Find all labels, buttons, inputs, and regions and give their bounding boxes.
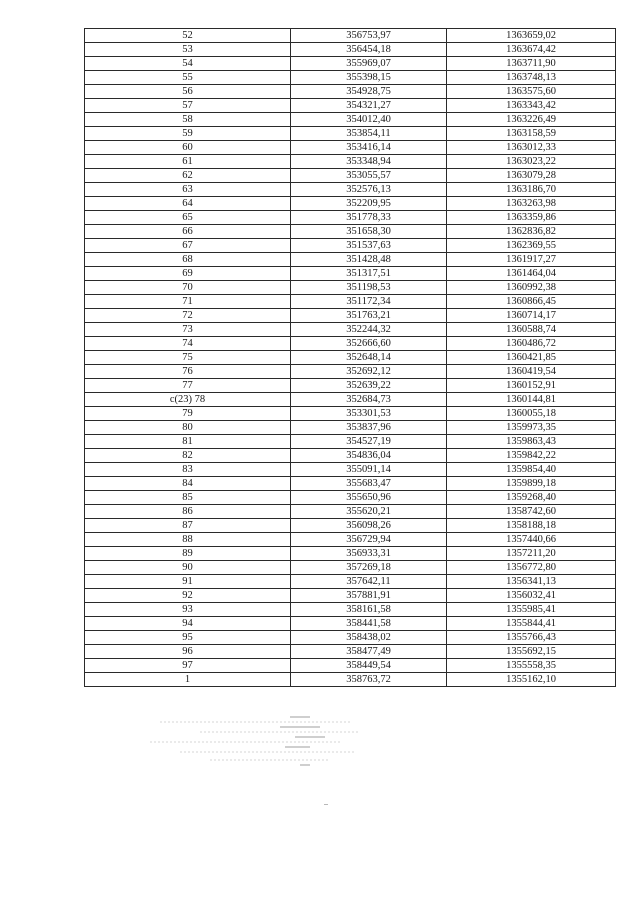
- point-number-cell: 65: [85, 211, 291, 225]
- table-row: [85, 57, 616, 71]
- y-coordinate-cell: 1363012,33: [447, 141, 616, 155]
- x-coordinate-cell: 353055,57: [291, 169, 447, 183]
- point-number-cell: 54: [85, 57, 291, 71]
- y-coordinate-cell: 1355766,43: [447, 631, 616, 645]
- y-coordinate-cell: 1360714,17: [447, 309, 616, 323]
- coordinates-table: [84, 28, 616, 687]
- point-number-cell: 61: [85, 155, 291, 169]
- table-row: [85, 183, 616, 197]
- table-row: [85, 617, 616, 631]
- y-coordinate-cell: 1363359,86: [447, 211, 616, 225]
- x-coordinate-cell: 352666,60: [291, 337, 447, 351]
- point-number-cell: 75: [85, 351, 291, 365]
- x-coordinate-cell: 354928,75: [291, 85, 447, 99]
- x-coordinate-cell: 352209,95: [291, 197, 447, 211]
- point-number-cell: 60: [85, 141, 291, 155]
- x-coordinate-cell: 353416,14: [291, 141, 447, 155]
- y-coordinate-cell: 1360152,91: [447, 379, 616, 393]
- point-number-cell: 95: [85, 631, 291, 645]
- y-coordinate-cell: 1361917,27: [447, 253, 616, 267]
- x-coordinate-cell: 356454,18: [291, 43, 447, 57]
- point-number-cell: 81: [85, 435, 291, 449]
- x-coordinate-cell: 352576,13: [291, 183, 447, 197]
- x-coordinate-cell: 355620,21: [291, 505, 447, 519]
- x-coordinate-cell: 358763,72: [291, 673, 447, 687]
- y-coordinate-cell: 1356341,13: [447, 575, 616, 589]
- x-coordinate-cell: 351317,51: [291, 267, 447, 281]
- point-number-cell: 89: [85, 547, 291, 561]
- y-coordinate-cell: 1363711,90: [447, 57, 616, 71]
- y-coordinate-cell: 1363674,42: [447, 43, 616, 57]
- point-number-cell: 73: [85, 323, 291, 337]
- y-coordinate-cell: 1360486,72: [447, 337, 616, 351]
- x-coordinate-cell: 351658,30: [291, 225, 447, 239]
- point-number-cell: 80: [85, 421, 291, 435]
- point-number-cell: 94: [85, 617, 291, 631]
- y-coordinate-cell: 1361464,04: [447, 267, 616, 281]
- x-coordinate-cell: 353837,96: [291, 421, 447, 435]
- point-number-cell: 82: [85, 449, 291, 463]
- point-number-cell: 64: [85, 197, 291, 211]
- table-row: [85, 603, 616, 617]
- x-coordinate-cell: 354321,27: [291, 99, 447, 113]
- table-row: [85, 85, 616, 99]
- table-row: [85, 225, 616, 239]
- y-coordinate-cell: 1358188,18: [447, 519, 616, 533]
- point-number-cell: 96: [85, 645, 291, 659]
- point-number-cell: c(23) 78: [85, 393, 291, 407]
- y-coordinate-cell: 1360421,85: [447, 351, 616, 365]
- table-row: [85, 281, 616, 295]
- y-coordinate-cell: 1363343,42: [447, 99, 616, 113]
- table-row: [85, 169, 616, 183]
- x-coordinate-cell: 356098,26: [291, 519, 447, 533]
- point-number-cell: 97: [85, 659, 291, 673]
- x-coordinate-cell: 351198,53: [291, 281, 447, 295]
- table-row: [85, 673, 616, 687]
- table-row: [85, 253, 616, 267]
- y-coordinate-cell: 1362836,82: [447, 225, 616, 239]
- y-coordinate-cell: 1363079,28: [447, 169, 616, 183]
- table-row: [85, 99, 616, 113]
- table-row: [85, 113, 616, 127]
- table-row: [85, 43, 616, 57]
- y-coordinate-cell: 1359268,40: [447, 491, 616, 505]
- table-row: [85, 491, 616, 505]
- y-coordinate-cell: 1359842,22: [447, 449, 616, 463]
- point-number-cell: 83: [85, 463, 291, 477]
- point-number-cell: 67: [85, 239, 291, 253]
- x-coordinate-cell: 352692,12: [291, 365, 447, 379]
- table-row: [85, 505, 616, 519]
- y-coordinate-cell: 1363659,02: [447, 29, 616, 43]
- table-row: [85, 365, 616, 379]
- y-coordinate-cell: 1360055,18: [447, 407, 616, 421]
- table-row: [85, 463, 616, 477]
- coordinates-table-body: [85, 29, 616, 687]
- point-number-cell: 74: [85, 337, 291, 351]
- y-coordinate-cell: 1362369,55: [447, 239, 616, 253]
- table-row: [85, 351, 616, 365]
- table-row: [85, 127, 616, 141]
- y-coordinate-cell: 1360588,74: [447, 323, 616, 337]
- table-row: [85, 659, 616, 673]
- y-coordinate-cell: 1357211,20: [447, 547, 616, 561]
- table-row: [85, 589, 616, 603]
- x-coordinate-cell: 353854,11: [291, 127, 447, 141]
- y-coordinate-cell: 1363186,70: [447, 183, 616, 197]
- table-row: [85, 533, 616, 547]
- x-coordinate-cell: 351763,21: [291, 309, 447, 323]
- y-coordinate-cell: 1359973,35: [447, 421, 616, 435]
- x-coordinate-cell: 351428,48: [291, 253, 447, 267]
- x-coordinate-cell: 357269,18: [291, 561, 447, 575]
- table-row: [85, 561, 616, 575]
- x-coordinate-cell: 351537,63: [291, 239, 447, 253]
- y-coordinate-cell: 1359854,40: [447, 463, 616, 477]
- y-coordinate-cell: 1363263,98: [447, 197, 616, 211]
- table-row: [85, 239, 616, 253]
- y-coordinate-cell: 1363023,22: [447, 155, 616, 169]
- y-coordinate-cell: 1360419,54: [447, 365, 616, 379]
- point-number-cell: 84: [85, 477, 291, 491]
- point-number-cell: 79: [85, 407, 291, 421]
- point-number-cell: 70: [85, 281, 291, 295]
- point-number-cell: 53: [85, 43, 291, 57]
- table-row: [85, 155, 616, 169]
- faded-stamp-mark: [140, 712, 380, 772]
- x-coordinate-cell: 356753,97: [291, 29, 447, 43]
- point-number-cell: 68: [85, 253, 291, 267]
- stray-mark: [324, 804, 328, 805]
- y-coordinate-cell: 1355844,41: [447, 617, 616, 631]
- table-row: [85, 71, 616, 85]
- y-coordinate-cell: 1358742,60: [447, 505, 616, 519]
- table-row: [85, 519, 616, 533]
- x-coordinate-cell: 356729,94: [291, 533, 447, 547]
- point-number-cell: 87: [85, 519, 291, 533]
- x-coordinate-cell: 358438,02: [291, 631, 447, 645]
- x-coordinate-cell: 358161,58: [291, 603, 447, 617]
- point-number-cell: 77: [85, 379, 291, 393]
- point-number-cell: 91: [85, 575, 291, 589]
- point-number-cell: 52: [85, 29, 291, 43]
- x-coordinate-cell: 352684,73: [291, 393, 447, 407]
- point-number-cell: 1: [85, 673, 291, 687]
- table-row: [85, 267, 616, 281]
- point-number-cell: 66: [85, 225, 291, 239]
- y-coordinate-cell: 1355985,41: [447, 603, 616, 617]
- x-coordinate-cell: 353348,94: [291, 155, 447, 169]
- table-row: [85, 197, 616, 211]
- point-number-cell: 63: [85, 183, 291, 197]
- y-coordinate-cell: 1359899,18: [447, 477, 616, 491]
- point-number-cell: 86: [85, 505, 291, 519]
- x-coordinate-cell: 353301,53: [291, 407, 447, 421]
- table-row: [85, 379, 616, 393]
- x-coordinate-cell: 354527,19: [291, 435, 447, 449]
- y-coordinate-cell: 1356772,80: [447, 561, 616, 575]
- point-number-cell: 72: [85, 309, 291, 323]
- table-row: [85, 547, 616, 561]
- table-row: [85, 407, 616, 421]
- x-coordinate-cell: 355650,96: [291, 491, 447, 505]
- x-coordinate-cell: 355683,47: [291, 477, 447, 491]
- x-coordinate-cell: 358441,58: [291, 617, 447, 631]
- point-number-cell: 55: [85, 71, 291, 85]
- table-row: [85, 449, 616, 463]
- x-coordinate-cell: 357881,91: [291, 589, 447, 603]
- point-number-cell: 56: [85, 85, 291, 99]
- y-coordinate-cell: 1355558,35: [447, 659, 616, 673]
- point-number-cell: 90: [85, 561, 291, 575]
- y-coordinate-cell: 1357440,66: [447, 533, 616, 547]
- x-coordinate-cell: 354012,40: [291, 113, 447, 127]
- point-number-cell: 85: [85, 491, 291, 505]
- x-coordinate-cell: 357642,11: [291, 575, 447, 589]
- y-coordinate-cell: 1360992,38: [447, 281, 616, 295]
- table-row: [85, 337, 616, 351]
- table-row: [85, 295, 616, 309]
- table-row: [85, 477, 616, 491]
- x-coordinate-cell: 352648,14: [291, 351, 447, 365]
- table-row: [85, 645, 616, 659]
- x-coordinate-cell: 354836,04: [291, 449, 447, 463]
- point-number-cell: 69: [85, 267, 291, 281]
- x-coordinate-cell: 352639,22: [291, 379, 447, 393]
- point-number-cell: 92: [85, 589, 291, 603]
- y-coordinate-cell: 1363575,60: [447, 85, 616, 99]
- y-coordinate-cell: 1355692,15: [447, 645, 616, 659]
- point-number-cell: 57: [85, 99, 291, 113]
- point-number-cell: 58: [85, 113, 291, 127]
- table-row: [85, 575, 616, 589]
- table-row: [85, 421, 616, 435]
- x-coordinate-cell: 355969,07: [291, 57, 447, 71]
- table-row: [85, 211, 616, 225]
- y-coordinate-cell: 1359863,43: [447, 435, 616, 449]
- point-number-cell: 59: [85, 127, 291, 141]
- table-row: [85, 141, 616, 155]
- x-coordinate-cell: 352244,32: [291, 323, 447, 337]
- y-coordinate-cell: 1355162,10: [447, 673, 616, 687]
- point-number-cell: 93: [85, 603, 291, 617]
- x-coordinate-cell: 355398,15: [291, 71, 447, 85]
- table-row: [85, 309, 616, 323]
- point-number-cell: 88: [85, 533, 291, 547]
- y-coordinate-cell: 1363158,59: [447, 127, 616, 141]
- point-number-cell: 62: [85, 169, 291, 183]
- table-row: [85, 393, 616, 407]
- x-coordinate-cell: 358449,54: [291, 659, 447, 673]
- x-coordinate-cell: 351778,33: [291, 211, 447, 225]
- y-coordinate-cell: 1356032,41: [447, 589, 616, 603]
- table-row: [85, 631, 616, 645]
- table-row: [85, 323, 616, 337]
- point-number-cell: 76: [85, 365, 291, 379]
- x-coordinate-cell: 355091,14: [291, 463, 447, 477]
- table-row: [85, 29, 616, 43]
- point-number-cell: 71: [85, 295, 291, 309]
- y-coordinate-cell: 1360866,45: [447, 295, 616, 309]
- table-row: [85, 435, 616, 449]
- x-coordinate-cell: 358477,49: [291, 645, 447, 659]
- x-coordinate-cell: 356933,31: [291, 547, 447, 561]
- y-coordinate-cell: 1363748,13: [447, 71, 616, 85]
- y-coordinate-cell: 1360144,81: [447, 393, 616, 407]
- x-coordinate-cell: 351172,34: [291, 295, 447, 309]
- y-coordinate-cell: 1363226,49: [447, 113, 616, 127]
